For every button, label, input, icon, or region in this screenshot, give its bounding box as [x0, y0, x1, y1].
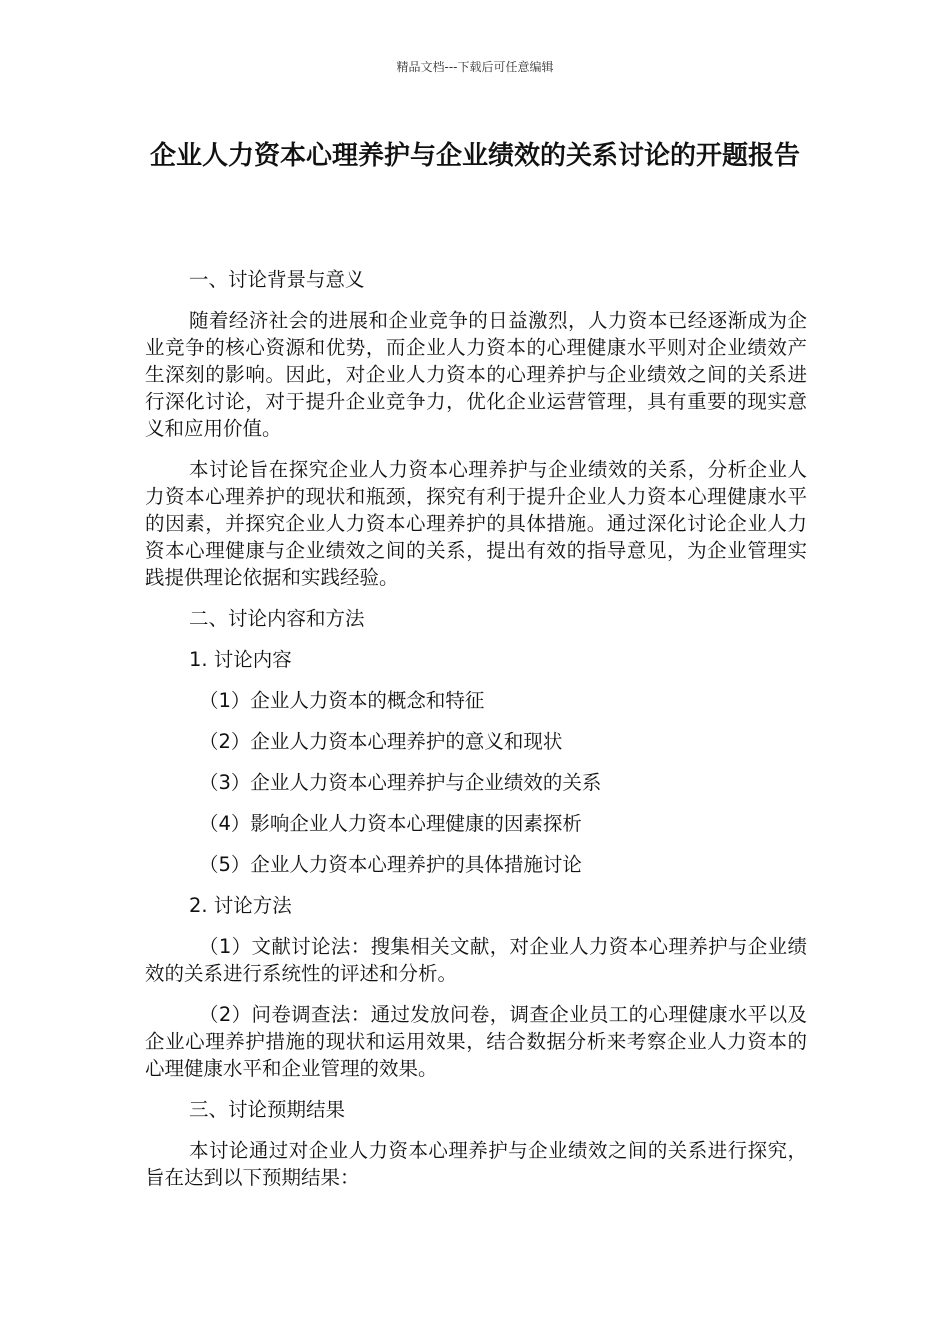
document-body — [145, 266, 807, 1205]
content-list-item: （5）企业人力资本心理养护的具体措施讨论 — [199, 853, 582, 876]
section-1-heading: 一、讨论背景与意义 — [189, 268, 365, 291]
section-2-1-heading: 1. 讨论内容 — [189, 648, 292, 671]
content-list-item: （3）企业人力资本心理养护与企业绩效的关系 — [199, 771, 602, 794]
section-2-heading: 二、讨论内容和方法 — [189, 607, 365, 630]
section-2-2-heading: 2. 讨论方法 — [189, 894, 292, 917]
section-3-heading: 三、讨论预期结果 — [189, 1098, 346, 1121]
content-list-item: （2）企业人力资本心理养护的意义和现状 — [199, 730, 563, 753]
section-1-paragraph-2: 本讨论旨在探究企业人力资本心理养护与企业绩效的关系，分析企业人力资本心理养护的现状和瓶颈，探究有利于提升企业人力资本心理健康水平的因素，并探究企业人力资本心理养护的具体措施。通过深化讨论企业人力资本心理健康与企业绩效之间的关系，提出有效的指导意见，为企业管理实践提供理论依据和实践经验。 — [145, 458, 807, 589]
content-list-item: （1）企业人力资本的概念和特征 — [199, 689, 485, 712]
method-1-paragraph: （1）文献讨论法：搜集相关文献，对企业人力资本心理养护与企业绩效的关系进行系统性的评述和分析。 — [145, 935, 807, 985]
section-3-paragraph-1: 本讨论通过对企业人力资本心理养护与企业绩效之间的关系进行探究，旨在达到以下预期结果： — [145, 1139, 807, 1189]
section-1-paragraph-1: 随着经济社会的进展和企业竞争的日益激烈，人力资本已经逐渐成为企业竞争的核心资源和优势，而企业人力资本的心理健康水平则对企业绩效产生深刻的影响。因此，对企业人力资本的心理养护与企业绩效之间的关系进行深化讨论，对于提升企业竞争力，优化企业运营管理，具有重要的现实意义和应用价值。 — [145, 309, 807, 440]
page-header-note: 精品文档---下载后可任意编辑 — [396, 60, 554, 74]
method-2-paragraph: （2）问卷调查法：通过发放问卷，调查企业员工的心理健康水平以及企业心理养护措施的现状和运用效果，结合数据分析来考察企业人力资本的心理健康水平和企业管理的效果。 — [145, 1003, 807, 1080]
content-list-item: （4）影响企业人力资本心理健康的因素探析 — [199, 812, 582, 835]
document-title: 企业人力资本心理养护与企业绩效的关系讨论的开题报告 — [149, 141, 800, 171]
